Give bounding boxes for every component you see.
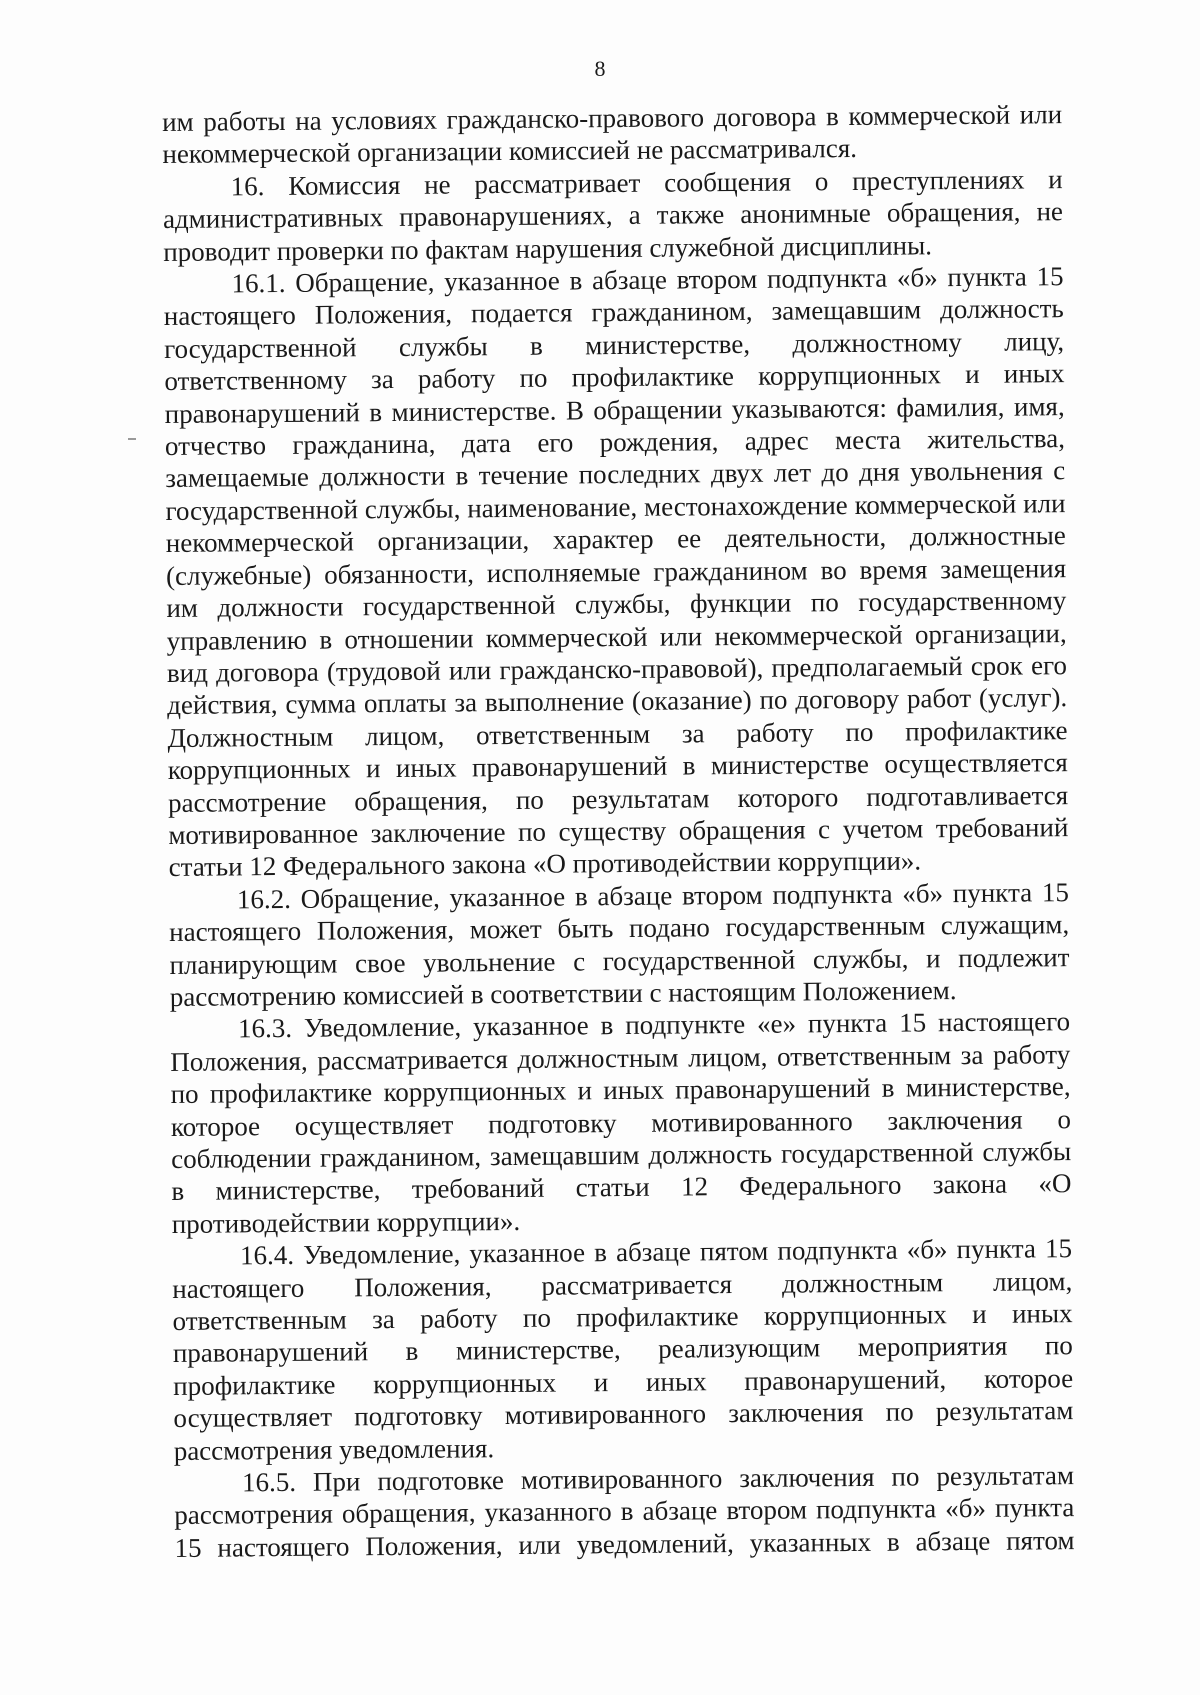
- paragraph-16-2: 16.2. Обращение, указанное в абзаце втором подпункта «б» пункта 15 настоящего Положения, может быть подано государственным служащим, планирующим свое увольнение с государственной службы, и подлежит рассмотрению комиссией в соответствии с настоящим Положением.: [169, 876, 1070, 1012]
- document-body: [162, 98, 1075, 1564]
- paragraph-16-4: 16.4. Уведомление, указанное в абзаце пятом подпункта «б» пункта 15 настоящего Положения, рассматривается должностным лицом, ответственным за работу по профилактике коррупционных и иных правонарушений в министерстве, реализующим мероприятия по профилактике коррупционных и иных правонарушений, которое осуществляет подготовку мотивированного заключения по результатам рассмотрения уведомления.: [172, 1233, 1074, 1466]
- scan-margin-mark: [128, 438, 136, 440]
- paragraph-16-5: 16.5. При подготовке мотивированного заключения по результатам рассмотрения обращения, указанного в абзаце втором подпункта «б» пункта 15 настоящего Положения, или уведомлений, указанных в абзаце пятом: [174, 1460, 1075, 1563]
- page-number: 8: [594, 56, 606, 81]
- paragraph-16-1: 16.1. Обращение, указанное в абзаце втором подпункта «б» пункта 15 настоящего Положения, подается гражданином, замещавшим должность государственной службы в министерстве, должностному лицу, ответственному за работу по профилактике коррупционных и иных правонарушений в министерстве. В обращении указываются: фамилия, имя, отчество гражданина, дата его рождения, адрес места жительства, замещаемые должности в течение последних двух лет до дня увольнения с государственной службы, наименование, местонахождение коммерческой или некоммерческой организации, характер ее деятельности, должностные (служебные) обязанности, исполняемые гражданином во время замещения им должности государственной службы, функции по государственному управлению в отношении коммерческой или некоммерческой организации, вид договора (трудовой или гражданско-правовой), предполагаемый срок его действия, сумма оплаты за выполнение (оказание) по договору работ (услуг). Должностным лицом, ответственным за работу по профилактике коррупционных и иных правонарушений в министерстве осуществляется рассмотрение обращения, по результатам которого подготавливается мотивированное заключение по существу обращения с учетом требований статьи 12 Федерального закона «О противодействии коррупции».: [163, 261, 1069, 883]
- paragraph-16: 16. Комиссия не рассматривает сообщения о преступлениях и административных правонарушениях, а также анонимные обращения, не проводит проверки по фактам нарушения служебной дисциплины.: [162, 163, 1064, 267]
- paragraph-16-3: 16.3. Уведомление, указанное в подпункте «е» пункта 15 настоящего Положения, рассматривается должностным лицом, ответственным за работу по профилактике коррупционных и иных правонарушений в министерстве, которое осуществляет подготовку мотивированного заключения о соблюдении гражданином, замещавшим должность государственной службы в министерстве, требований статьи 12 Федерального закона «О противодействии коррупции».: [170, 1006, 1072, 1239]
- paragraph-continuation: им работы на условиях гражданско-правового договора в коммерческой или некоммерческой организации комиссией не рассматривался.: [162, 99, 1063, 170]
